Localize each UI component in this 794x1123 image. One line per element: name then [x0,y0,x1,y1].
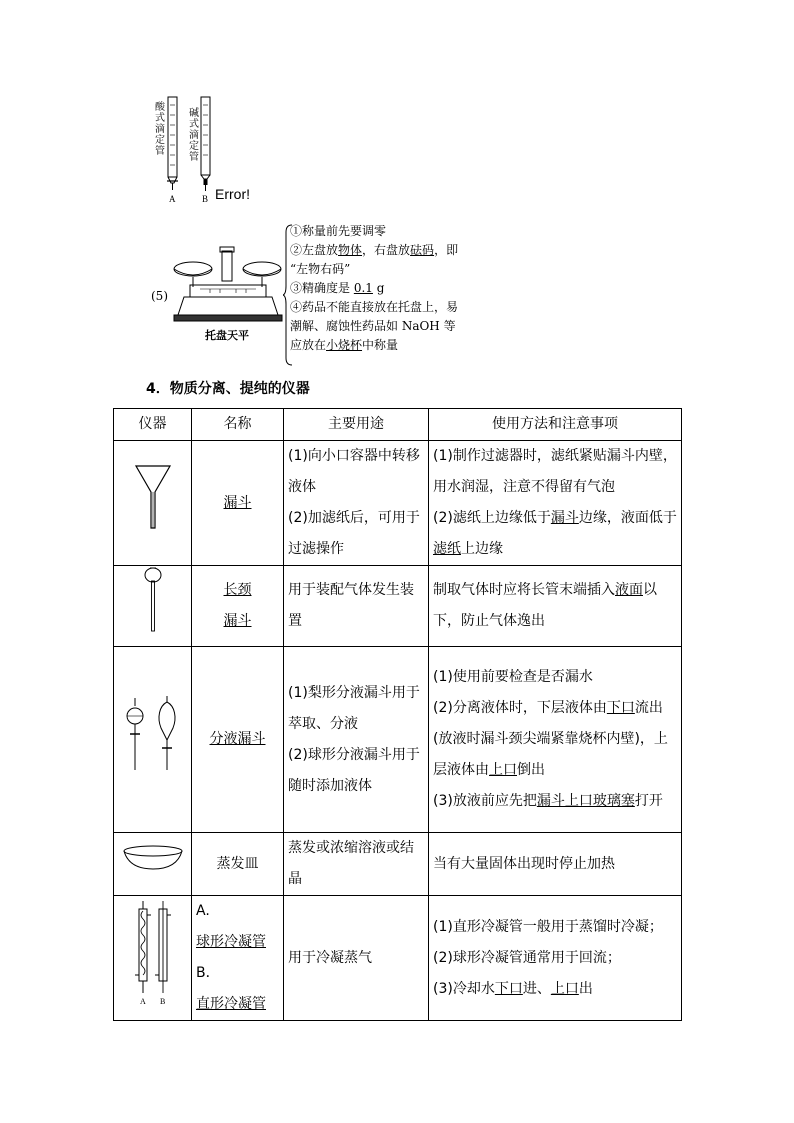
condenser-b-mark: B [159,997,165,1006]
separation-instruments-table [113,408,682,1021]
balance-item-number: (5) [151,289,168,303]
table-row [114,647,682,833]
balance-note-5: ④药品不能直接放在托盘上，易 [290,300,459,314]
base-burette-label: 碱式滴定管 [189,108,199,163]
balance-note-6: 潮解、腐蚀性药品如 NaOH 等 [290,319,456,333]
cell-name: A. 球形冷凝管 B． 直形冷凝管 [192,896,284,1021]
section-heading: 4．物质分离、提纯的仪器 [146,381,310,397]
cell-use: (1)向小口容器中转移液体 (2)加滤纸后，可用于过滤操作 [284,441,429,566]
cell-name: 漏斗 [192,441,284,566]
header-name: 名称 [192,409,284,441]
header-instrument: 仪器 [114,409,192,441]
error-text: Error! [215,186,250,202]
cell-notes: (1)使用前要检查是否漏水 (2)分离液体时，下层液体由下口流出(放液时漏斗颈尖端紧靠烧杯内壁)，上层液体由上口倒出 (3)放液前应先把漏斗上口玻璃塞打开 [429,647,682,833]
cell-notes: (1)制作过滤器时，滤纸紧贴漏斗内壁，用水润湿，注意不得留有气泡 (2)滤纸上边缘低于漏斗边缘，液面低于滤纸上边缘 [429,441,682,566]
cell-use: 用于装配气体发生装置 [284,566,429,647]
balance-note-4: ③精确度是 0.1 g [290,281,385,295]
table-header-row [114,409,682,441]
burette-a-mark: A [169,194,176,204]
burette-b-mark: B [202,194,209,204]
balance-drawing [170,245,290,335]
separatory-funnel-icon [114,647,192,833]
balance-note-1: ①称量前先要调零 [290,224,387,238]
header-use: 主要用途 [284,409,429,441]
cell-notes: 制取气体时应将长管末端插入液面以下，防止气体逸出 [429,566,682,647]
balance-name: 托盘天平 [205,329,249,342]
cell-name: 长颈 漏斗 [192,566,284,647]
cell-notes: (1)直形冷凝管一般用于蒸馏时冷凝； (2)球形冷凝管通常用于回流； (3)冷却水下口进、上口出 [429,896,682,1021]
condenser-icon [114,896,192,1021]
balance-notes [290,222,458,355]
table-row [114,566,682,647]
table-row [114,896,682,1021]
cell-name: 蒸发皿 [192,833,284,896]
balance-note-2: ②左盘放物体，右盘放砝码，即 [290,243,459,257]
cell-notes: 当有大量固体出现时停止加热 [429,833,682,896]
header-notes: 使用方法和注意事项 [429,409,682,441]
long-neck-funnel-icon [114,566,192,647]
balance-note-7: 应放在小烧杯中称量 [290,338,399,352]
balance-note-3: “左物右码” [290,262,351,276]
cell-use: 用于冷凝蒸气 [284,896,429,1021]
evaporating-dish-icon [114,833,192,896]
funnel-icon [114,441,192,566]
acid-burette-label: 酸式滴定管 [155,102,165,157]
cell-use: (1)梨形分液漏斗用于萃取、分液 (2)球形分液漏斗用于随时添加液体 [284,647,429,833]
table-row [114,441,682,566]
cell-use: 蒸发或浓缩溶液或结晶 [284,833,429,896]
table-row [114,833,682,896]
cell-name: 分液漏斗 [192,647,284,833]
condenser-a-mark: A [139,997,146,1006]
